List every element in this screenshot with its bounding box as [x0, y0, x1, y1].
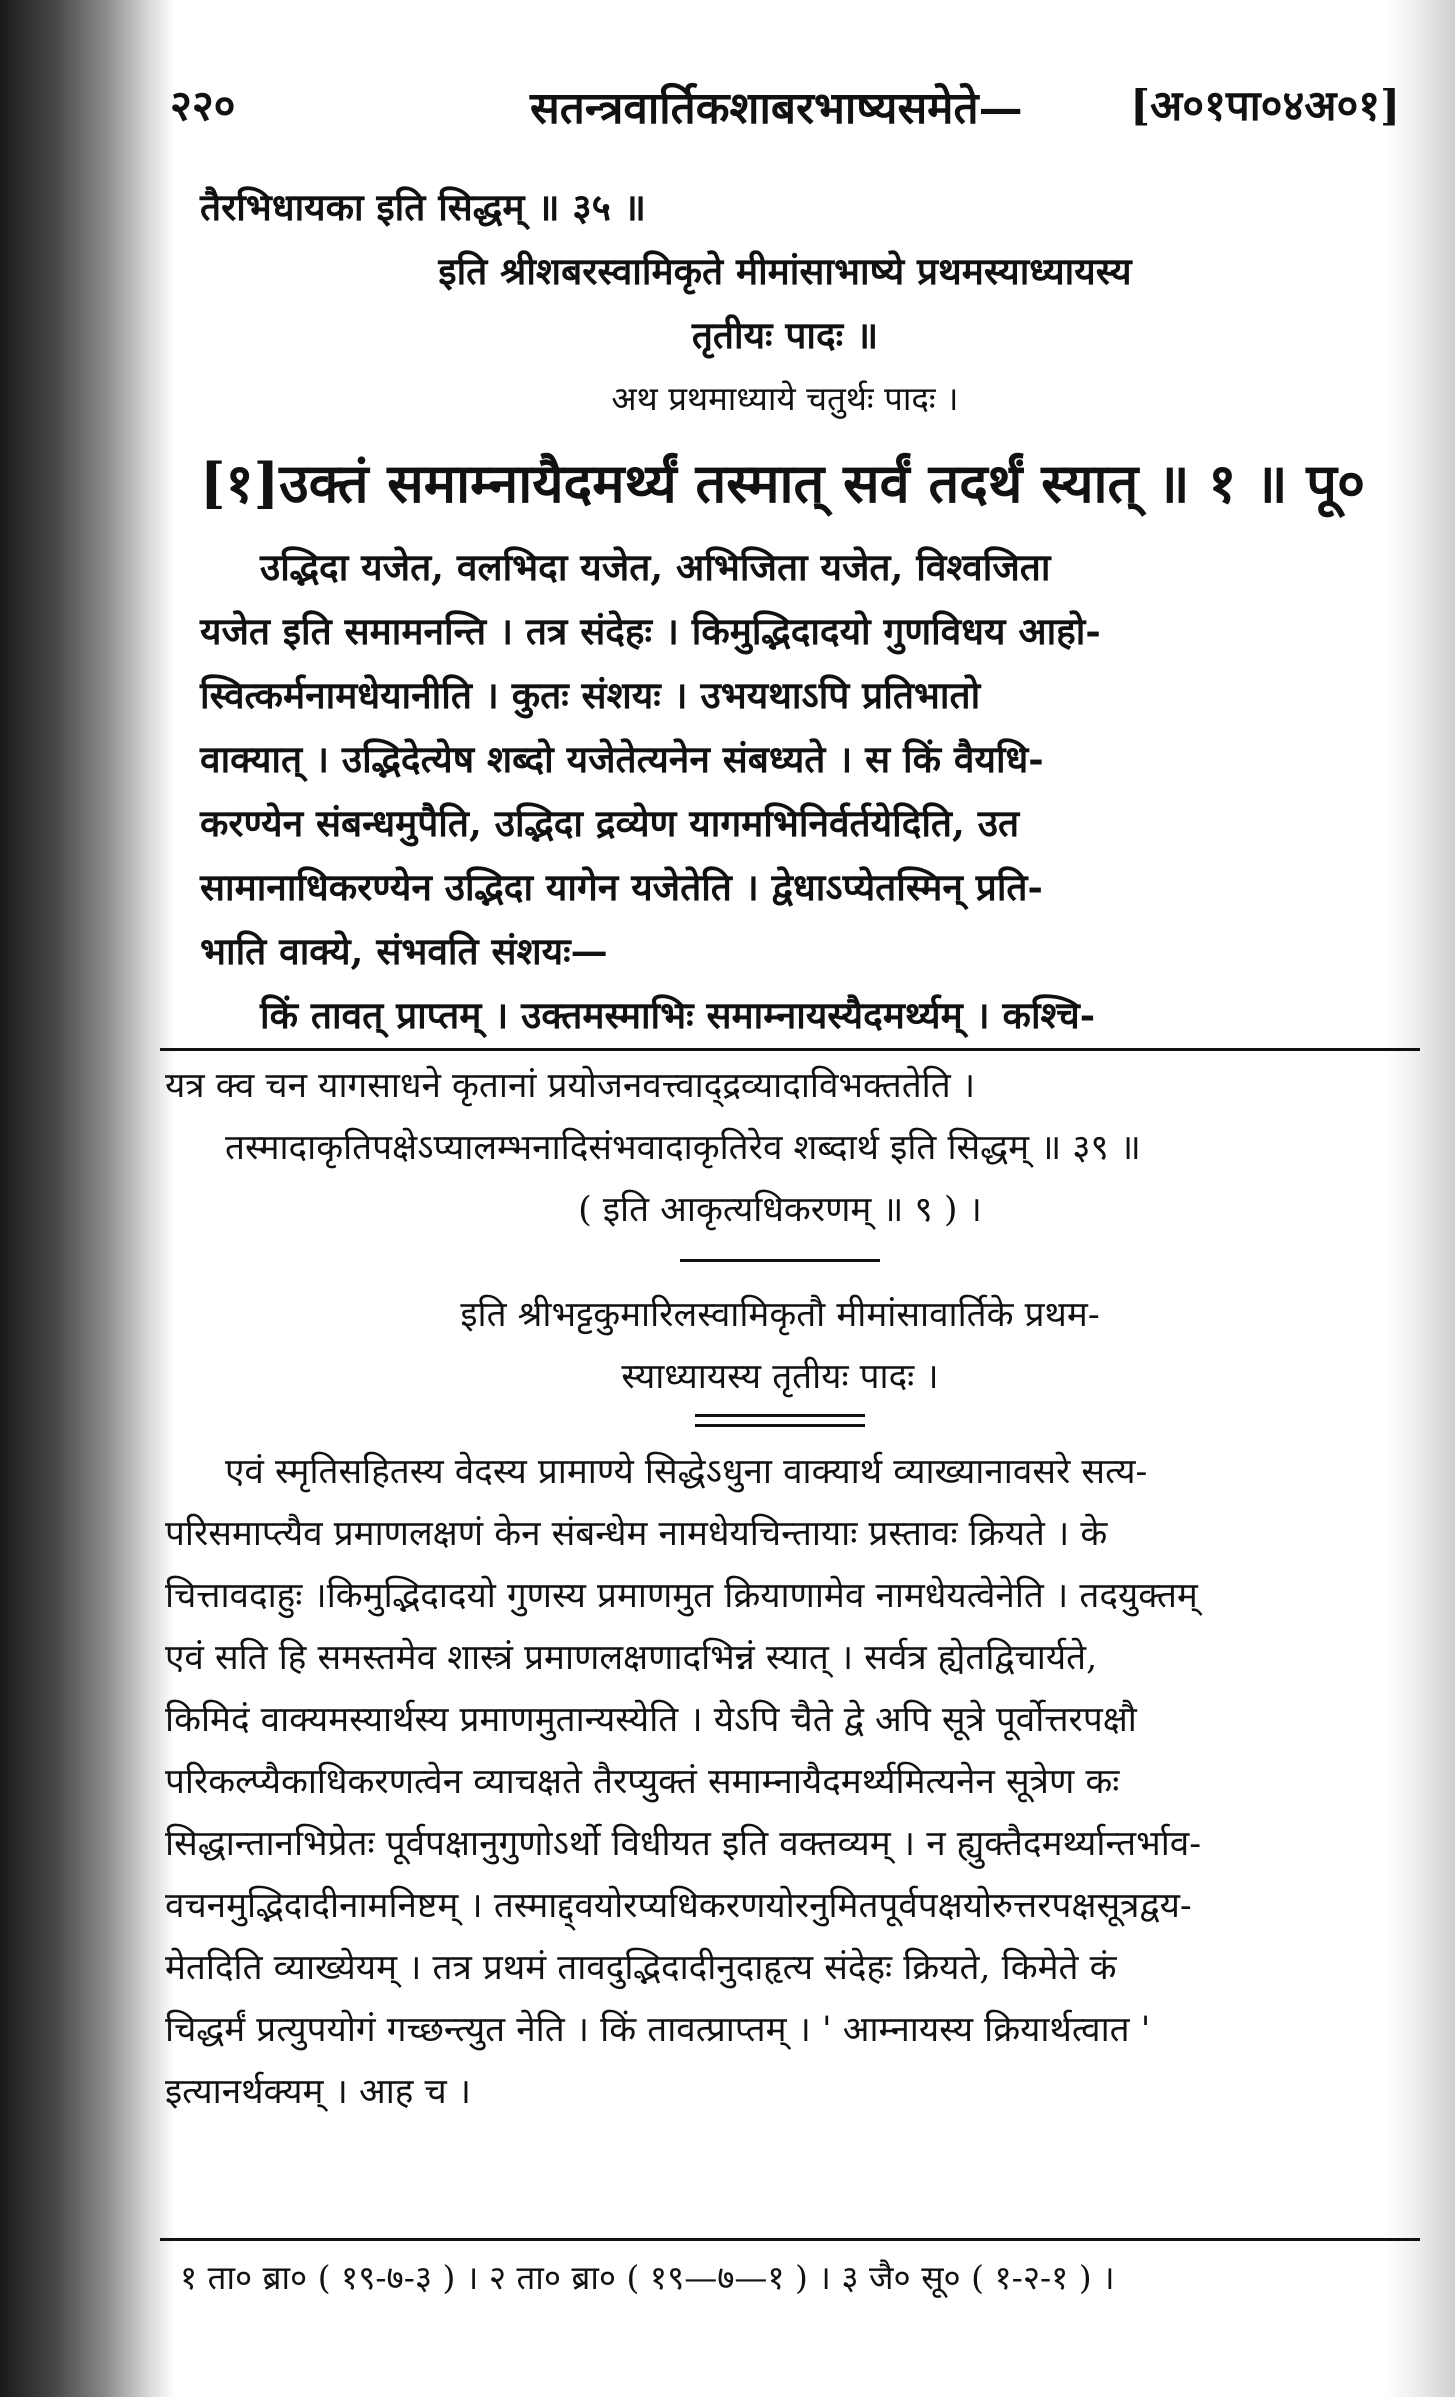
short-divider [680, 1259, 880, 1262]
bhashya-text-line: भाति वाक्ये, संभवति संशयः— [200, 929, 608, 973]
vartika-text-line: तस्मादाकृतिपक्षेऽप्यालम्भनादिसंभवादाकृतिरेव शब्दार्थ इति सिद्धम् ॥ ३९ ॥ [225, 1128, 1141, 1168]
vartika-text-line: चिद्धर्मं प्रत्युपयोगं गच्छन्त्युत नेति । किं तावत्प्राप्तम् । ' आम्नायस्य क्रियार्थत्वात ' [165, 2010, 1151, 2050]
vartika-text-line: परिकल्प्यैकाधिकरणत्वेन व्याचक्षते तैरप्युक्तं समाम्नायैदमर्थ्यमित्यनेन सूत्रेण कः [165, 1762, 1120, 1802]
vartika-text-line: चित्तावदाहुः ।किमुद्भिदादयो गुणस्य प्रमाणमुत क्रियाणामेव नामधेयत्वेनेति । तदयुक्तम् [165, 1576, 1198, 1616]
pada-start-heading: अथ प्रथमाध्याये चतुर्थः पादः । [611, 379, 959, 418]
vartika-text-line: इत्यानर्थक्यम् । आह च । [165, 2072, 472, 2112]
bhashya-text-line: किं तावत् प्राप्तम् । उक्तमस्माभिः समाम्नायस्यैदमर्थ्यम् । कश्चि- [260, 993, 1096, 1037]
double-divider [695, 1414, 865, 1427]
pada-colophon-line2: तृतीयः पादः ॥ [691, 313, 879, 357]
section-divider [160, 1048, 1420, 1051]
vartika-colophon-line1: इति श्रीभट्टकुमारिलस्वामिकृतौ मीमांसावार्तिके प्रथम- [460, 1295, 1100, 1335]
bhashya-text-line: वाक्यात् । उद्भिदेत्येष शब्दो यजेतेत्यनेन संबध्यते । स किं वैयधि- [200, 737, 1044, 781]
bhashya-section [200, 175, 1370, 1047]
vartika-text-line: एवं स्मृतिसहितस्य वेदस्य प्रामाण्ये सिद्धेऽधुना वाक्यार्थ व्याख्यानावसरे सत्य- [225, 1452, 1148, 1492]
bhashya-closing-line: तैरभिधायका इति सिद्धम् ॥ ३५ ॥ [200, 185, 646, 229]
footnote-divider [160, 2238, 1420, 2241]
vartika-section [165, 1055, 1395, 2123]
running-title: सतन्त्रवार्तिकशाबरभाष्यसमेते— [530, 83, 1023, 134]
adhikarana-end-line: ( इति आकृत्यधिकरणम् ॥ ९ ) । [578, 1190, 982, 1230]
bhashya-text-line: सामानाधिकरण्येन उद्भिदा यागेन यजेतेति । द्वेधाऽप्येतस्मिन् प्रति- [200, 865, 1043, 909]
scan-left-shadow [0, 0, 175, 2397]
bhashya-text-line: उद्भिदा यजेत, वलभिदा यजेत, अभिजिता यजेत, विश्वजिता [260, 545, 1051, 589]
book-page [150, 0, 1420, 2397]
bhashya-text-line: करण्येन संबन्धमुपैति, उद्भिदा द्रव्येण यागमभिनिर्वर्तयेदिति, उत [200, 801, 1020, 845]
footnotes: १ ता० ब्रा० ( १९-७-३ ) । २ ता० ब्रा० ( १९—७—१ ) । ३ जै० सू० ( १-२-१ ) । [180, 2258, 1115, 2297]
vartika-text-line: किमिदं वाक्यमस्यार्थस्य प्रमाणमुतान्यस्येति । येऽपि चैते द्वे अपि सूत्रे पूर्वोत्तरपक्षौ [165, 1700, 1137, 1740]
section-reference: [अ०१पा०४अ०१] [1130, 81, 1400, 130]
page-header [170, 70, 1420, 140]
vartika-colophon-line2: स्याध्यायस्य तृतीयः पादः । [621, 1357, 939, 1397]
bhashya-text-line: यजेत इति समामनन्ति । तत्र संदेहः । किमुद्भिदादयो गुणविधय आहो- [200, 609, 1101, 653]
page-number: २२० [170, 81, 236, 130]
bhashya-text-line: स्वित्कर्मनामधेयानीति । कुतः संशयः । उभयथाऽपि प्रतिभातो [200, 673, 981, 717]
vartika-text-line: मेतदिति व्याख्येयम् । तत्र प्रथमं तावदुद्भिदादीनुदाहृत्य संदेहः क्रियते, किमेते कं [165, 1948, 1117, 1988]
vartika-text-line: परिसमाप्त्यैव प्रमाणलक्षणं केन संबन्धेम नामधेयचिन्तायाः प्रस्तावः क्रियते । के [165, 1514, 1108, 1554]
vartika-text-line: एवं सति हि समस्तमेव शास्त्रं प्रमाणलक्षणादभिन्नं स्यात् । सर्वत्र ह्येतद्विचार्यते, [165, 1638, 1098, 1678]
vartika-text-line: यत्र क्व चन यागसाधने कृतानां प्रयोजनवत्त्वाद्द्रव्यादाविभक्ततेति । [165, 1066, 976, 1106]
vartika-text-line: सिद्धान्तानभिप्रेतः पूर्वपक्षानुगुणोऽर्थो विधीयत इति वक्तव्यम् । न ह्युक्तैदमर्थ्यान्तर्भाव- [165, 1824, 1202, 1864]
vartika-text-line: वचनमुद्भिदादीनामनिष्टम् । तस्माद्द्वयोरप्यधिकरणयोरनुमितपूर्वपक्षयोरुत्तरपक्षसूत्रद्वय- [165, 1886, 1192, 1926]
pada-colophon-line1: इति श्रीशबरस्वामिकृते मीमांसाभाष्ये प्रथमस्याध्यायस्य [438, 249, 1132, 293]
sutra-line: [१]उक्तं समाम्नायैदमर्थ्यं तस्मात् सर्वं तदर्थं स्यात् ॥ १ ॥ पू० [200, 451, 1366, 515]
